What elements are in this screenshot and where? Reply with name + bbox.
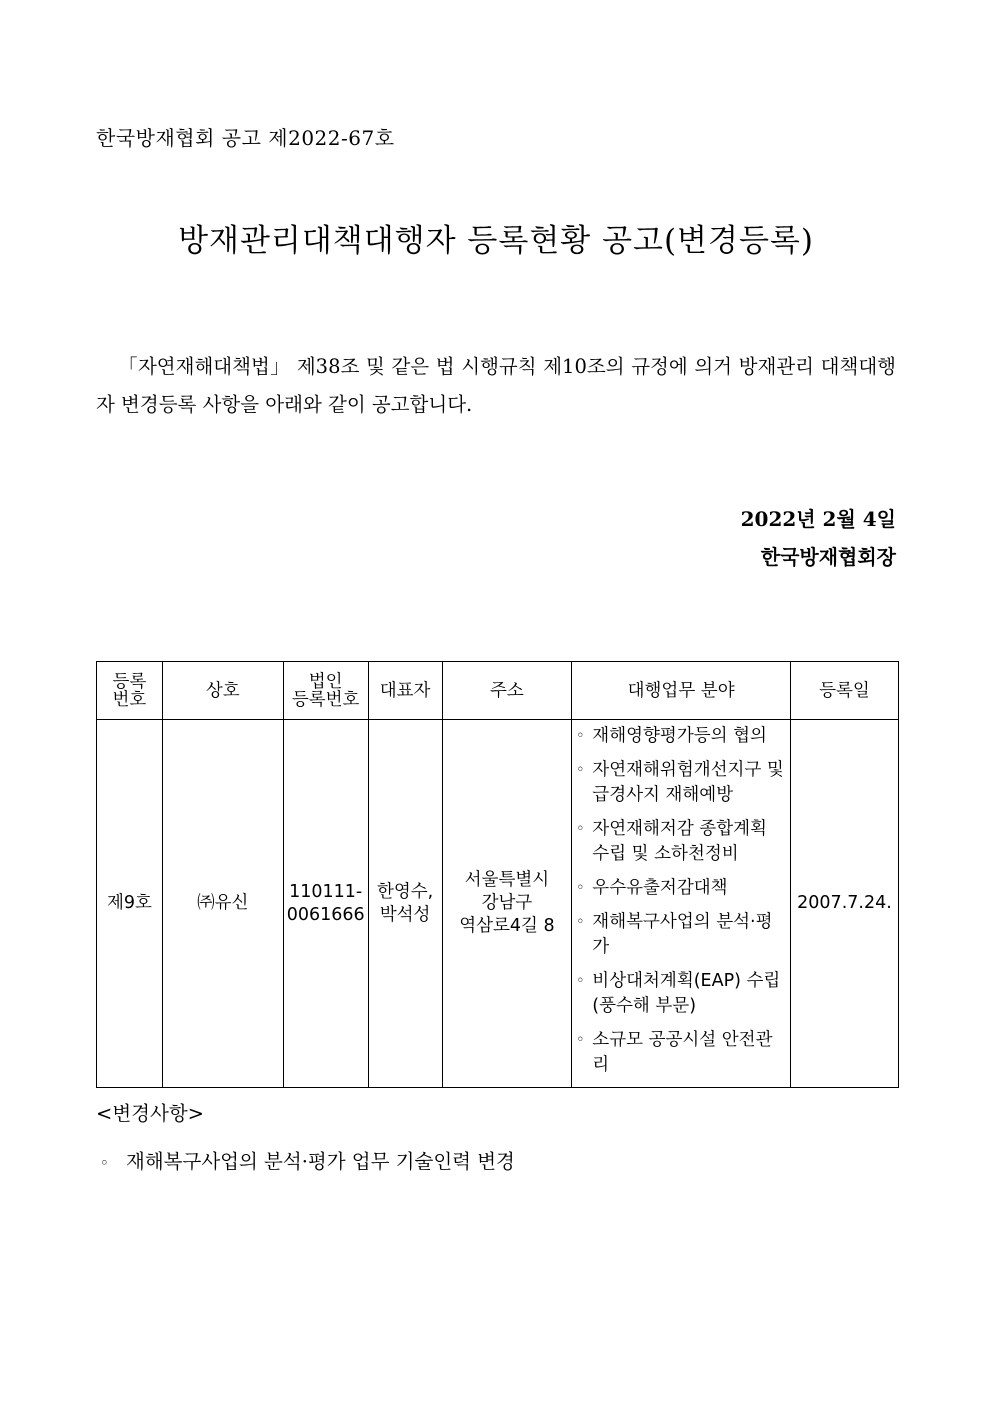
cell-company: ㈜유신 [162, 720, 283, 1088]
header-address: 주소 [442, 662, 572, 720]
bullet-icon: ◦ [576, 728, 585, 744]
header-reg-no: 등록 번호 [97, 662, 163, 720]
cell-corp-no: 110111- 0061666 [283, 720, 368, 1088]
cell-rep: 한영수, 박석성 [368, 720, 442, 1088]
bullet-icon: ◦ [576, 973, 585, 989]
table-row [97, 720, 899, 1088]
body-paragraph: 「자연재해대책법」 제38조 및 같은 법 시행규칙 제10조의 규정에 의거 방재관리 대책대행자 변경등록 사항을 아래와 같이 공고합니다. [96, 355, 896, 416]
cell-scope [572, 720, 791, 1088]
changes-heading: <변경사항> [96, 1102, 205, 1125]
notice-date: 2022년 2월 4일 [740, 507, 896, 531]
bullet-icon: ◦ [576, 880, 585, 896]
scope-item: ◦ 재해영향평가등의 협의 [576, 724, 788, 749]
scope-item: ◦ 자연재해저감 종합계획 수립 및 소하천정비 [576, 817, 788, 867]
header-corp-no: 법인 등록번호 [283, 662, 368, 720]
header-company: 상호 [162, 662, 283, 720]
header-reg-date: 등록일 [790, 662, 898, 720]
scope-item: ◦ 재해복구사업의 분석·평가 [576, 910, 788, 960]
bullet-icon: ◦ [576, 1032, 585, 1048]
issuer: 한국방재협회장 [760, 545, 896, 569]
bullet-icon: ◦ [576, 762, 585, 778]
bullet-icon: ◦ [100, 1154, 109, 1172]
header-scope: 대행업무 분야 [572, 662, 791, 720]
change-item: ◦ 재해복구사업의 분석·평가 업무 기술인력 변경 [100, 1150, 515, 1173]
scope-item: ◦ 소규모 공공시설 안전관리 [576, 1028, 788, 1078]
cell-reg-date: 2007.7.24. [790, 720, 898, 1088]
scope-item: ◦ 비상대처계획(EAP) 수립 (풍수해 부문) [576, 969, 788, 1019]
document-title: 방재관리대책대행자 등록현황 공고(변경등록) [178, 223, 814, 259]
notice-number: 한국방재협회 공고 제2022-67호 [96, 126, 395, 150]
scope-item: ◦ 자연재해위험개선지구 및 급경사지 재해예방 [576, 758, 788, 808]
bullet-icon: ◦ [576, 821, 585, 837]
registration-table [96, 661, 899, 1088]
bullet-icon: ◦ [576, 914, 585, 930]
header-rep: 대표자 [368, 662, 442, 720]
table-header-row [97, 662, 899, 720]
scope-item: ◦ 우수유출저감대책 [576, 876, 788, 901]
cell-address: 서울특별시 강남구 역삼로4길 8 [442, 720, 572, 1088]
cell-reg-no: 제9호 [97, 720, 163, 1088]
